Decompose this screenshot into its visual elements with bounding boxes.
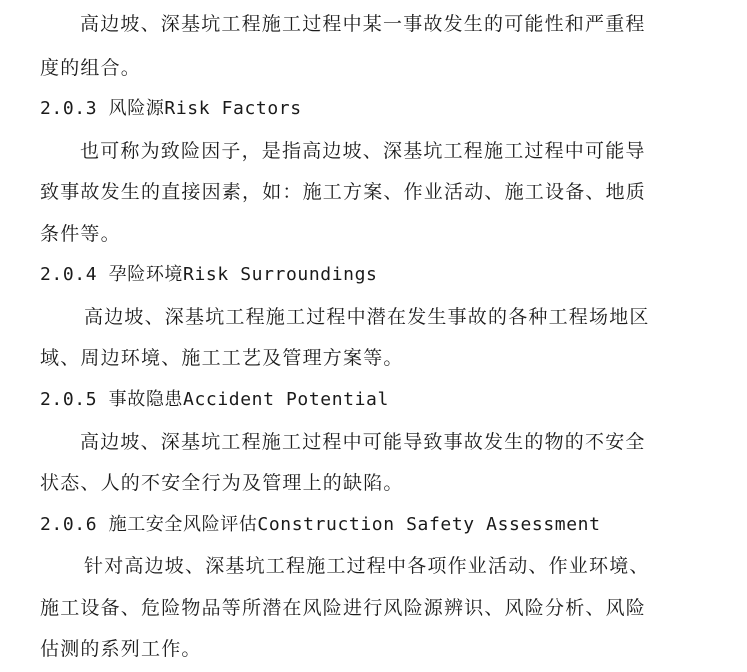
section-heading-2-0-4: 2.0.4 孕险环境Risk Surroundings xyxy=(40,264,378,285)
paragraph-line: 高边坡、深基坑工程施工过程中某一事故发生的可能性和严重程 xyxy=(80,13,646,35)
paragraph-line: 也可称为致险因子，是指高边坡、深基坑工程施工过程中可能导 xyxy=(80,140,646,162)
paragraph-line: 条件等。 xyxy=(40,223,121,245)
section-heading-2-0-6: 2.0.6 施工安全风险评估Construction Safety Assessment xyxy=(40,514,601,535)
paragraph-line: 针对高边坡、深基坑工程施工过程中各项作业活动、作业环境、 xyxy=(84,555,650,577)
paragraph-line: 估测的系列工作。 xyxy=(40,638,202,660)
section-heading-2-0-5: 2.0.5 事故隐患Accident Potential xyxy=(40,389,389,410)
paragraph-line: 致事故发生的直接因素，如：施工方案、作业活动、施工设备、地质 xyxy=(40,181,647,203)
paragraph-line: 施工设备、危险物品等所潜在风险进行风险源辨识、风险分析、风险 xyxy=(40,597,647,619)
section-heading-2-0-3: 2.0.3 风险源Risk Factors xyxy=(40,98,302,119)
paragraph-line: 状态、人的不安全行为及管理上的缺陷。 xyxy=(40,472,404,494)
paragraph-line: 度的组合。 xyxy=(40,57,142,79)
paragraph-line: 高边坡、深基坑工程施工过程中潜在发生事故的各种工程场地区 xyxy=(84,306,650,328)
paragraph-line: 高边坡、深基坑工程施工过程中可能导致事故发生的物的不安全 xyxy=(80,431,646,453)
paragraph-line: 域、周边环境、施工工艺及管理方案等。 xyxy=(40,347,404,369)
